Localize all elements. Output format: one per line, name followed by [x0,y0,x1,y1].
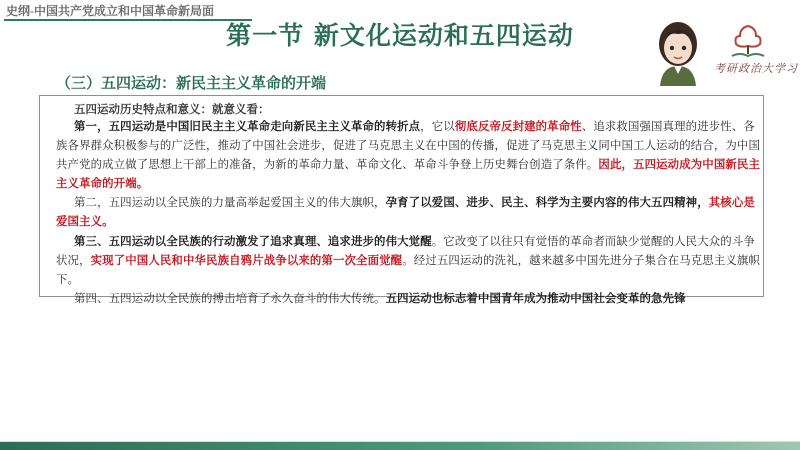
paragraph-1-segment-1: 第一，五四运动是中国旧民主主义革命走向新民主主义革命的转折点 [74,119,421,133]
paragraph-list [56,117,763,308]
content-box [39,95,764,305]
paragraph-3-segment-4: 。经过五四运动的洗礼，越来越多中国先进分子集合在马克思主义旗帜下。 [56,252,760,286]
tree-book-logo [726,22,770,60]
paragraph-2-segment-1: 第二，五四运动以全民族的力量高举起爱国主义的伟大旗帜， [74,195,386,210]
paragraph-4 [56,289,763,308]
cartoon-teacher-avatar [648,14,708,86]
paragraph-1-segment-4: 、追求救国强国真理的进步性、各族各界群众积极参与的广泛性，推动了中国社会进步，促进了马克思主义在中国的传播，促进了马克思主义同中国工人运动的结合，为中国共产党的成立做了思想上干部上的准备，为新的革命力量、革命文化、革命斗争登上历史舞台创造了条件。 [56,119,760,172]
course-header: 史纲-中国共产党成立和中国革命新局面 [6,4,214,18]
paragraph-1-segment-5: 因此，五四运动成为中国新民主主义革命的开端。 [56,157,760,191]
paragraph-4-segment-1: 第四、五四运动以全民族的搏击培育了永久奋斗的伟大传统。 [74,290,386,305]
bottom-bar [0,442,800,450]
paragraph-1-segment-3: 彻底反帝反封建的革命性 [454,119,582,133]
logo-area [648,14,800,88]
paragraph-3 [56,232,763,289]
paragraph-3-segment-3: 实现了中国人民和中华民族自鸦片战争以来的第一次全面觉醒 [90,252,403,267]
logo-text: 考研政治大学习 [714,62,798,75]
paragraph-2-segment-2: 孕育了以爱国、进步、民主、科学为主要内容的伟大五四精神， [385,195,709,210]
content-inner [56,102,763,308]
paragraph-1 [56,117,763,193]
paragraph-3-segment-1: 第三、五四运动以全民族的行动激发了追求真理、追求进步的伟大觉醒 [74,233,432,248]
content-heading: 五四运动历史特点和意义：就意义看： [74,102,270,116]
paragraph-2 [56,193,763,231]
paragraph-1-segment-2: ，它以 [420,119,455,133]
slide-title: 第一节 新文化运动和五四运动 [226,21,574,50]
paragraph-3-segment-2: 。它改变了以往只有觉悟的革命者而缺少觉醒的人民大众的斗争状况， [56,233,755,267]
paragraph-2-segment-3: 其核心是爱国主义。 [56,195,755,229]
paragraph-4-segment-2: 五四运动也标志着中国青年成为推动中国社会变革的急先锋 [385,290,686,305]
section-heading: （三）五四运动：新民主主义革命的开端 [56,74,327,92]
